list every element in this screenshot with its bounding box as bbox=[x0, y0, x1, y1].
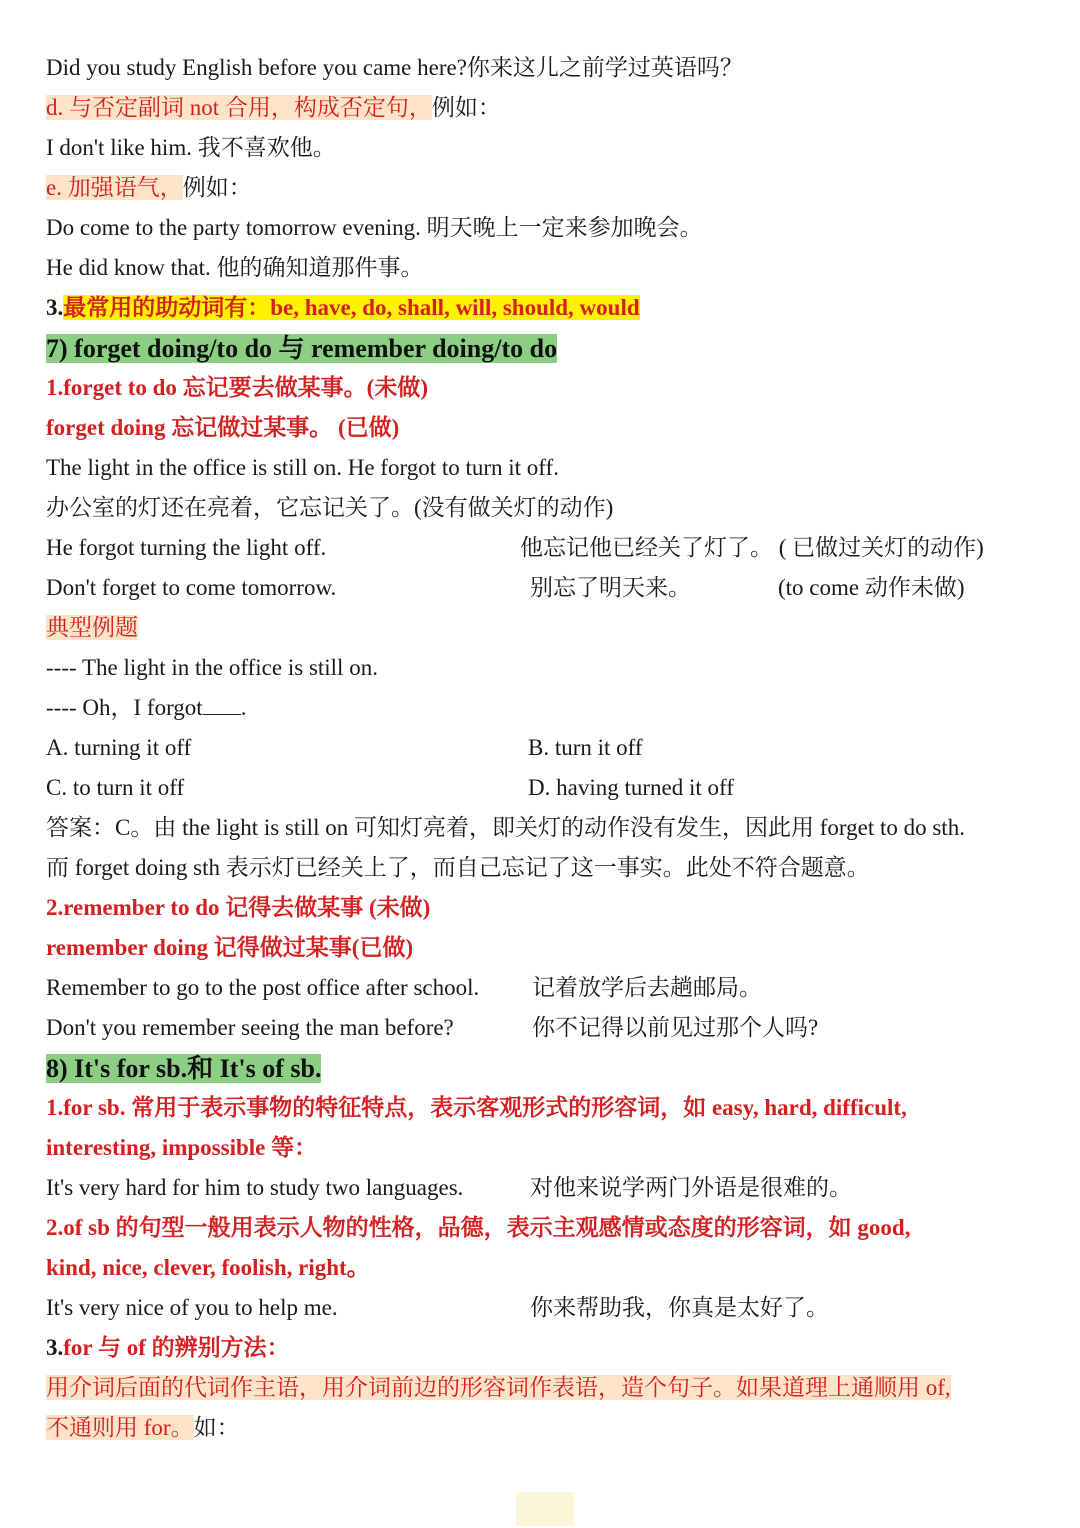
line-remember-doing: remember doing 记得做过某事(已做) bbox=[46, 935, 414, 960]
line-nice-of-you: It's very nice of you to help me. bbox=[46, 1295, 338, 1320]
line-did-know: He did know that. 他的确知道那件事。 bbox=[46, 255, 424, 280]
point-d-highlight: d. 与否定副词 not 合用，构成否定句， bbox=[46, 95, 432, 120]
typical-example-label: 典型例题 bbox=[46, 615, 138, 640]
line-forget-to-do: 1.forget to do 忘记要去做某事。(未做) bbox=[46, 375, 429, 400]
line-method-explain-cont bbox=[46, 1413, 240, 1443]
line-did-you-study: Did you study English before you came here?你来这儿之前学过英语吗？ bbox=[46, 55, 743, 80]
method-explain-highlight: 用介词后面的代词作主语，用介词前边的形容词作表语，造个句子。如果道理上通顺用 of, bbox=[46, 1375, 951, 1400]
section-heading-7 bbox=[46, 333, 557, 365]
section-heading-8-text: 8) It's for sb.和 It's of sb. bbox=[46, 1054, 322, 1083]
option-b: B. turn it off bbox=[528, 735, 643, 760]
line-point-d bbox=[46, 93, 501, 123]
line-nice-of-you-cn: 你来帮助我，你真是太好了。 bbox=[530, 1295, 829, 1320]
line-for-sb-rule-cont: interesting, impossible 等： bbox=[46, 1135, 318, 1160]
line-dont-forget-note: (to come 动作未做) bbox=[778, 575, 965, 600]
line-of-sb-rule-cont: kind, nice, clever, foolish, right。 bbox=[46, 1255, 370, 1280]
section-heading-8 bbox=[46, 1053, 321, 1085]
line-dont-like: I don't like him. 我不喜欢他。 bbox=[46, 135, 336, 160]
answer-line-2: 而 forget doing sth 表示灯已经关上了，而自己忘记了这一事实。此处不符合题意。 bbox=[46, 855, 870, 880]
question-line-2 bbox=[46, 693, 246, 723]
line-dont-you-remember: Don't you remember seeing the man before? bbox=[46, 1015, 454, 1040]
method-explain-cont-highlight: 不通则用 for。 bbox=[46, 1415, 194, 1440]
line-common-auxiliaries bbox=[46, 293, 640, 323]
question-line-2-end: . bbox=[240, 695, 247, 720]
line-remember-go: Remember to go to the post office after school. bbox=[46, 975, 480, 1000]
line-hard-for-him: It's very hard for him to study two languages. bbox=[46, 1175, 464, 1200]
question-line-1: ---- The light in the office is still on. bbox=[46, 655, 378, 680]
line-remember-to-do: 2.remember to do 记得去做某事 (未做) bbox=[46, 895, 431, 920]
answer-blank bbox=[203, 694, 241, 715]
option-a: A. turning it off bbox=[46, 735, 192, 760]
method-explain-tail: 如： bbox=[193, 1415, 240, 1440]
method-title: for 与 of 的辨别方法： bbox=[63, 1335, 290, 1360]
line-light-still-on: The light in the office is still on. He forgot to turn it off. bbox=[46, 455, 559, 480]
line-forgot-turning: He forgot turning the light off. bbox=[46, 535, 327, 560]
line-do-come: Do come to the party tomorrow evening. 明天晚上一定来参加晚会。 bbox=[46, 215, 703, 240]
option-c: C. to turn it off bbox=[46, 775, 185, 800]
option-d: D. having turned it off bbox=[528, 775, 734, 800]
line-dont-you-remember-cn: 你不记得以前见过那个人吗? bbox=[532, 1015, 819, 1040]
point-d-tail: 例如： bbox=[431, 95, 501, 120]
line-dont-forget: Don't forget to come tomorrow. bbox=[46, 575, 337, 600]
line-for-of-method bbox=[46, 1333, 290, 1363]
line-hard-for-him-cn: 对他来说学两门外语是很难的。 bbox=[530, 1175, 852, 1200]
line-for-sb-rule: 1.for sb. 常用于表示事物的特征特点，表示客观形式的形容词，如 easy, hard, difficult, bbox=[46, 1095, 907, 1120]
line-forgot-turning-cn: 他忘记他已经关了灯了。 ( 已做过关灯的动作) bbox=[520, 535, 984, 560]
point-e-tail: 例如： bbox=[182, 175, 252, 200]
line-point-e bbox=[46, 173, 252, 203]
auxiliaries-highlight: 最常用的助动词有：be, have, do, shall, will, should, would bbox=[63, 295, 640, 320]
line-remember-go-cn: 记着放学后去趟邮局。 bbox=[532, 975, 762, 1000]
question-line-2-text: ---- Oh，I forgot bbox=[46, 695, 203, 720]
point-e-highlight: e. 加强语气， bbox=[46, 175, 183, 200]
method-number: 3. bbox=[46, 1335, 64, 1360]
typical-example-title bbox=[46, 613, 138, 643]
line-of-sb-rule: 2.of sb 的句型一般用表示人物的性格，品德，表示主观感情或态度的形容词，如 good, bbox=[46, 1215, 911, 1240]
auxiliaries-number: 3. bbox=[46, 295, 64, 320]
page-corner-mark bbox=[516, 1492, 574, 1526]
answer-line-1: 答案：C。由 the light is still on 可知灯亮着，即关灯的动作没有发生，因此用 forget to do sth. bbox=[46, 815, 965, 840]
line-forget-doing: forget doing 忘记做过某事。 (已做) bbox=[46, 415, 400, 440]
section-heading-7-text: 7) forget doing/to do 与 remember doing/to do bbox=[46, 334, 558, 363]
line-method-explain bbox=[46, 1373, 951, 1403]
line-office-light-cn: 办公室的灯还在亮着，它忘记关了。(没有做关灯的动作) bbox=[46, 495, 614, 520]
line-dont-forget-cn: 别忘了明天来。 bbox=[530, 575, 691, 600]
